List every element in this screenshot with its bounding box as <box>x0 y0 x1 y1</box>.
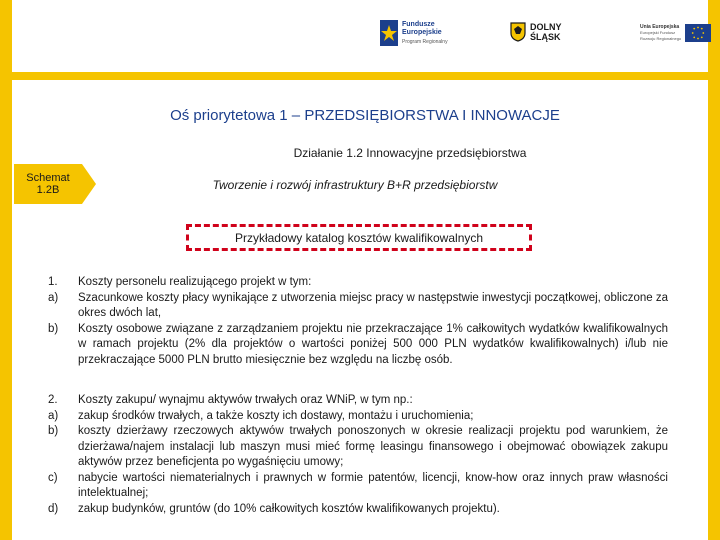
ds-logo-line2: ŚLĄSK <box>530 32 561 42</box>
list-text: koszty dzierżawy rzeczowych aktywów trwałych ponoszonych w okresie realizacji projektu pod warunkiem, że dzierżawa/najem instalacji lub maszyn musi mieć formę leasingu finansowego i obejmować obowiązek zakupu aktywów przez beneficjenta po wygaśnięciu umowy; <box>78 425 668 468</box>
list-marker: c) <box>48 471 58 484</box>
eu-flag-icon <box>685 24 711 42</box>
list-text: zakup środków trwałych, a także koszty ich dostawy, montażu i uruchomienia; <box>78 409 474 422</box>
schemat-badge <box>14 164 82 204</box>
list-marker: a) <box>48 409 59 422</box>
list-text: Koszty personelu realizującego projekt w tym: <box>78 276 312 288</box>
list-text: Koszty zakupu/ wynajmu aktywów trwałych oraz WNiP, w tym np.: <box>78 394 413 406</box>
right-frame <box>708 0 720 540</box>
list-marker: d) <box>48 502 59 515</box>
cost-list-assets <box>48 393 668 517</box>
eu-logo-line2: Europejski Fundusz <box>640 30 676 35</box>
list-item <box>48 409 668 425</box>
list-marker: 2. <box>48 394 58 406</box>
fe-logo-line3: Program Regionalny <box>402 38 448 45</box>
list-marker: b) <box>48 322 59 335</box>
list-text: zakup budynków, gruntów (do 10% całkowitych kosztów kwalifikowanych projektu). <box>78 502 500 515</box>
catalog-heading-box <box>186 224 532 251</box>
header-logo-band <box>12 0 708 72</box>
page-title: Oś priorytetowa 1 – PRZEDSIĘBIORSTWA I INNOWACJE <box>170 107 560 124</box>
list-item <box>48 393 668 409</box>
unia-europejska-logo <box>640 24 711 42</box>
schemat-number: 1.2B <box>36 184 60 196</box>
cost-list-personnel <box>48 275 668 368</box>
eu-logo-line1: Unia Europejska <box>640 24 680 30</box>
fundusze-europejskie-logo <box>380 20 448 46</box>
fe-logo-line1: Fundusze <box>402 20 435 28</box>
list-text: Szacunkowe koszty płacy wynikające z utworzenia miejsc pracy w następstwie inwestycji początkowej, obliczone za okres dwóch lat, <box>78 291 668 319</box>
eu-logo-line3: Rozwoju Regionalnego <box>640 36 682 41</box>
list-marker: b) <box>48 425 59 437</box>
list-marker: 1. <box>48 276 58 288</box>
list-item <box>48 322 668 369</box>
list-item <box>48 502 668 518</box>
list-item <box>48 471 668 502</box>
ds-logo-line1: DOLNY <box>530 22 562 32</box>
schemat-label: Schemat <box>26 172 70 184</box>
schemat-arrow <box>82 164 96 204</box>
dolny-slask-logo <box>510 22 562 42</box>
eagle-crest-icon <box>510 22 526 42</box>
list-item <box>48 424 668 471</box>
catalog-heading: Przykładowy katalog kosztów kwalifikowalnych <box>234 230 484 245</box>
fe-logo-line2: Europejskie <box>402 28 442 36</box>
scheme-description: Tworzenie i rozwój infrastruktury B+R przedsiębiorstw <box>212 178 498 192</box>
left-frame <box>0 0 12 540</box>
list-text: nabycie wartości niematerialnych i prawnych w formie patentów, licencji, know-how oraz innych praw własności intelektualnej; <box>78 471 668 499</box>
action-subtitle: Działanie 1.2 Innowacyjne przedsiębiorstwa <box>293 146 527 160</box>
list-item <box>48 275 668 291</box>
list-item <box>48 291 668 322</box>
list-text: Koszty osobowe związane z zarządzaniem projektu nie przekraczające 1% całkowitych wydatków kwalifikowalnych w ramach projektu (2% dla projektów o wartości poniżej 500 000 PLN wydatków kwalifikowalnych) i/lub nie przekraczające 5000 PLN brutto miesięcznie bez względu na liczbę osób. <box>78 322 668 366</box>
fe-star-icon <box>380 20 398 46</box>
list-marker: a) <box>48 291 59 304</box>
